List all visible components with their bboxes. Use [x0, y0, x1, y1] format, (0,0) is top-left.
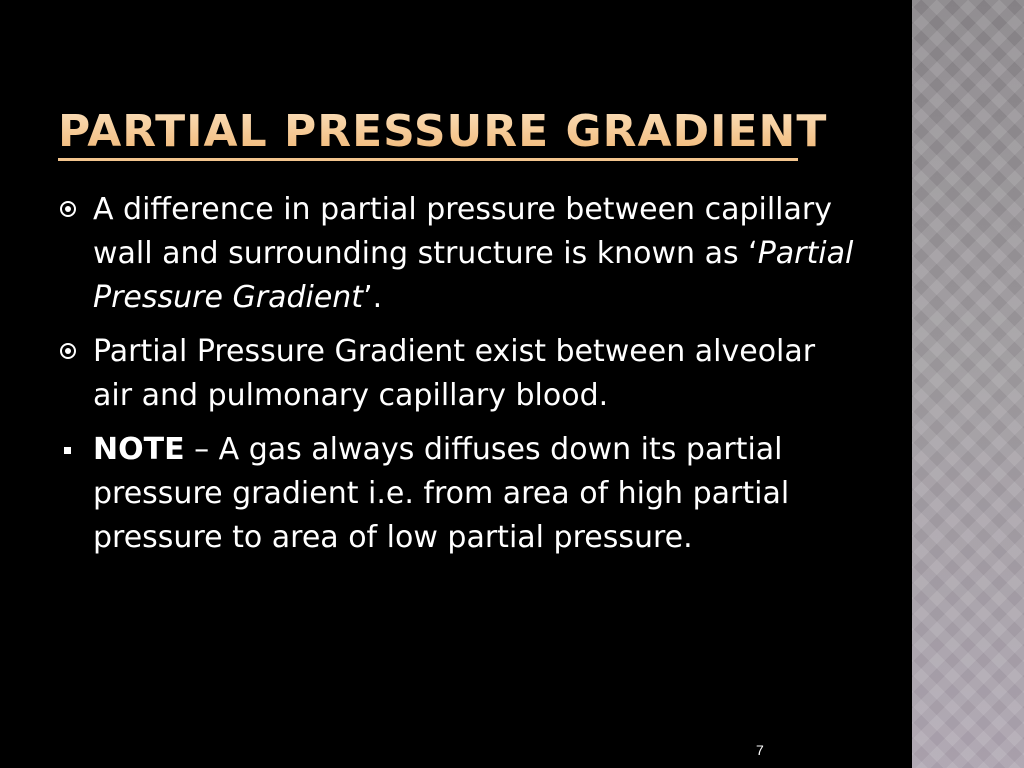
bullet-text-end: ’.	[363, 280, 383, 315]
circle-bullet-icon	[60, 201, 76, 217]
bullet-text: Partial Pressure Gradient exist between alveolar air and pulmonary capillary blood.	[93, 334, 816, 413]
bullet-item-definition	[58, 188, 858, 320]
bullet-list	[58, 188, 858, 570]
bullet-text: – A gas always diffuses down its partial pressure gradient i.e. from area of high partial pressure to area of low partial pressure.	[93, 432, 790, 555]
slide-title: PARTIAL PRESSURE GRADIENT	[58, 104, 827, 160]
square-bullet-icon	[64, 447, 71, 454]
bullet-item-location	[58, 330, 858, 418]
page-number: 7	[756, 742, 764, 758]
bullet-item-note	[58, 428, 858, 560]
note-label: NOTE	[93, 432, 185, 467]
bullet-term-italic: Partial Pressure Gradient	[93, 236, 854, 315]
circle-bullet-icon	[60, 343, 76, 359]
decorative-side-panel	[912, 0, 1024, 768]
bullet-text: A difference in partial pressure between capillary wall and surrounding structure is known as ‘	[93, 192, 832, 271]
title-underline	[58, 158, 798, 161]
